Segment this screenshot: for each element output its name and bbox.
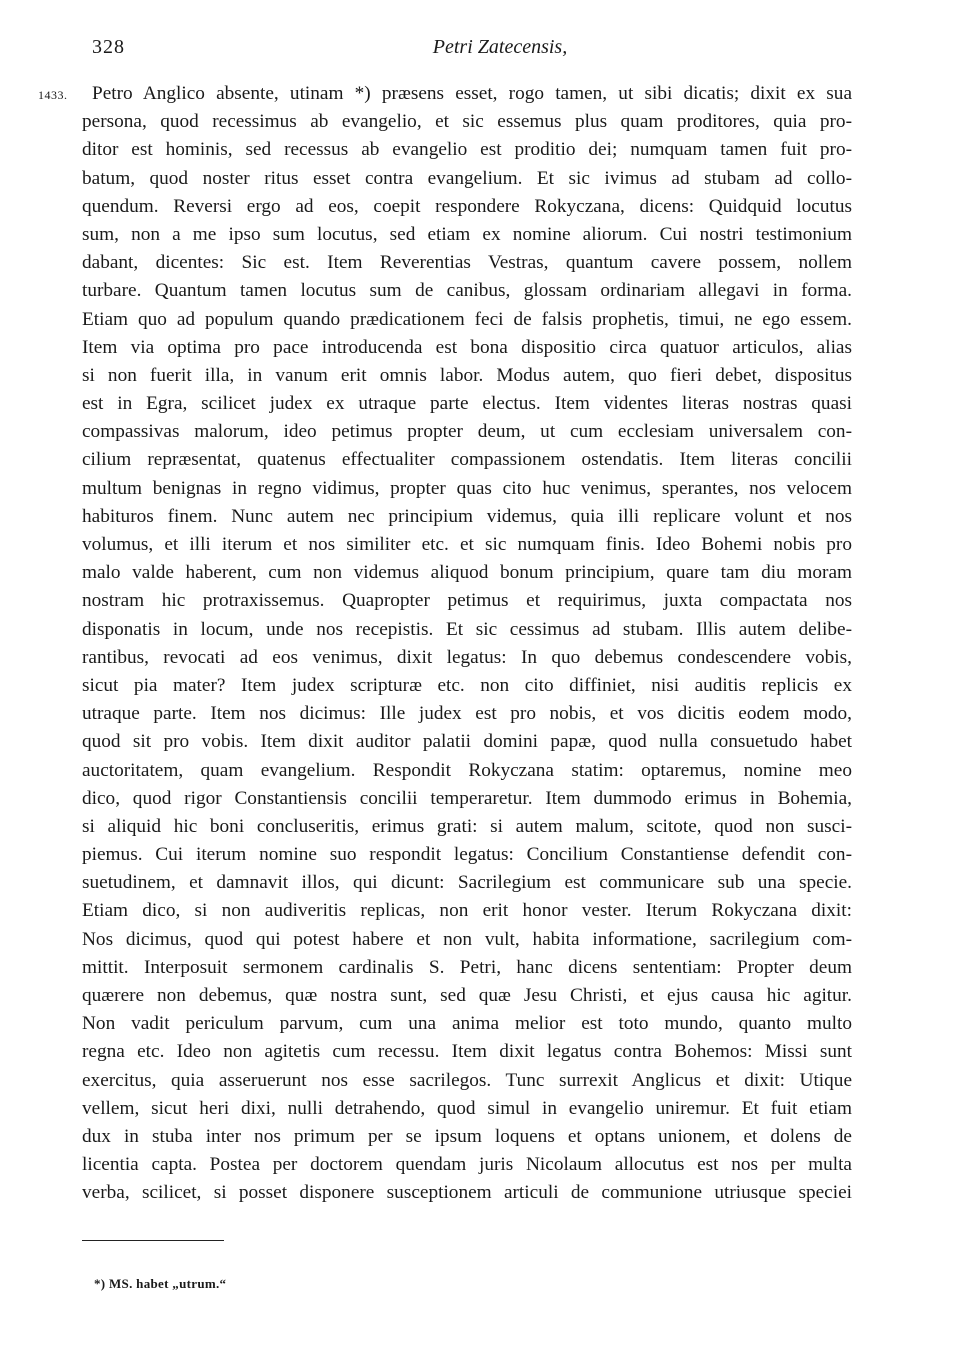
text-line: volumus, et illi iterum et nos similiter etc. et sic numquam finis. Ideo Bohemi nobis pro xyxy=(82,534,852,555)
text-line: suetudinem, et damnavit illos, qui dicunt: Sacrilegium est communicare sub una specie. xyxy=(82,872,852,894)
text-line: si aliquid hic boni concluseritis, erimus grati: si autem malum, scitote, quod non susci- xyxy=(82,815,852,837)
running-title: Petri Zatecensis, xyxy=(432,36,568,58)
text-line: Etiam dico, si non audiveritis replicas, non erit honor vester. Iterum Rokyczana dixit: xyxy=(82,900,852,922)
text-line: Non vadit periculum parvum, cum una anima melior est toto mundo, quanto multo xyxy=(82,1013,852,1035)
text-line: utraque parte. Item nos dicimus: Ille judex est pro nobis, et vos dicitis eodem modo, xyxy=(82,703,852,725)
text-line: auctoritatem, quam evangelium. Respondit Rokyczana statim: optaremus, nomine meo xyxy=(82,759,852,781)
text-line: turbare. Quantum tamen locutus sum de canibus, glossam ordinariam allegavi in forma. xyxy=(82,280,852,302)
text-line: habituros finem. Nunc autem nec principium videmus, quia illi replicare volunt et nos xyxy=(82,505,852,527)
text-line: verba, scilicet, si posset disponere susceptionem articuli de communione utriusque speciei xyxy=(82,1182,852,1204)
text-line: persona, quod recessimus ab evangelio, et sic essemus plus quam proditores, quia pro- xyxy=(82,111,852,133)
text-line: mittit. Interposuit sermonem cardinalis S. Petri, hanc dicens sententiam: Propter deum xyxy=(82,956,852,978)
text-line: rantibus, revocati ad eos venimus, dixit legatus: In quo debemus condescendere vobis, xyxy=(82,646,852,668)
text-line: est in Egra, scilicet judex ex utraque parte electus. Item videntes literas nostras quasi xyxy=(82,393,852,415)
text-line: Nos dicimus, quod qui potest habere et non vult, habita informatione, sacrilegium com- xyxy=(82,928,852,950)
text-line: compassivas malorum, ideo petimus propter deum, ut cum ecclesiam universalem con- xyxy=(82,421,852,443)
text-line: vellem, sicut heri dixi, nulli detrahendo, quod simul in evangelio uniremur. Et fuit etiam xyxy=(82,1097,852,1119)
page-number: 328 xyxy=(92,36,125,58)
text-line: exercitus, quia asseruerunt nos esse sacrilegos. Tunc surrexit Anglicus et dixit: Utique xyxy=(82,1069,852,1091)
footnote: *) MS. habet „utrum.“ xyxy=(94,1276,227,1291)
text-line: sum, non a me ipso sum locutus, sed etiam ex nomine aliorum. Cui nostri testimonium xyxy=(82,223,852,245)
text-line: batum, quod noster ritus esset contra evangelium. Et sic ivimus ad stubam ad collo- xyxy=(82,167,852,189)
text-line: quod sit pro vobis. Item dixit auditor palatii domini papæ, quod nulla consuetudo habet xyxy=(82,731,852,753)
text-line: dico, quod rigor Constantiensis concilii temperaretur. Item dummodo erimus in Bohemia, xyxy=(82,787,852,809)
text-line: Etiam quo ad populum quando prædicationem feci de falsis prophetis, timui, ne ego essem. xyxy=(82,308,852,330)
footnote-divider xyxy=(82,1240,224,1241)
text-line: licentia capta. Postea per doctorem quendam juris Nicolaum allocutus est nos per multa xyxy=(82,1154,852,1176)
text-line: disponatis in locum, unde nos recepistis. Et sic cessimus ad stubam. Illis autem delibe- xyxy=(82,618,852,640)
text-line: si non fuerit illa, in vanum erit omnis labor. Modus autem, quo fieri debet, dispositus xyxy=(82,364,852,386)
text-line: dux in stuba inter nos primum per se ipsum loquens et optans unionem, et dolens de xyxy=(82,1125,852,1147)
text-line: piemus. Cui iterum nomine suo respondit legatus: Concilium Constantiense defendit con- xyxy=(82,844,852,866)
text-line: cilium repræsentat, quatenus effectualiter compassionem ostendatis. Item literas concilii xyxy=(82,449,852,471)
text-line: Petro Anglico absente, utinam *) præsens esset, rogo tamen, ut sibi dicatis; dixit ex sua xyxy=(92,83,852,104)
text-line: ditor est hominis, sed recessus ab evangelio est proditio dei; numquam tamen fuit pro- xyxy=(82,139,852,161)
text-line: regna etc. Ideo non agitetis cum recessu. Item dixit legatus contra Bohemos: Missi sunt xyxy=(82,1041,852,1063)
text-line: malo valde haberent, cum non videmus aliquod bonum principium, quare tam diu moram xyxy=(82,562,852,584)
body-text xyxy=(82,80,852,1208)
text-line: nostram hic protraxissemus. Quapropter petimus et requirimus, juxta compactata nos xyxy=(82,590,852,612)
margin-year: 1433. xyxy=(38,88,68,102)
text-line: dabant, dicentes: Sic est. Item Reverentias Vestras, quantum cavere possem, nollem xyxy=(82,252,852,274)
text-line: quendum. Reversi ergo ad eos, coepit respondere Rokyczana, dicens: Quidquid locutus xyxy=(82,195,852,217)
text-line: quærere non debemus, quæ nostra sunt, sed quæ Jesu Christi, et ejus causa hic agitur. xyxy=(82,985,852,1006)
text-line: multum benignas in regno vidimus, propter quas cito huc venimus, sperantes, nos velocem xyxy=(82,477,852,499)
text-line: Item via optima pro pace introducenda est bona dispositio circa quatuor articulos, alias xyxy=(82,336,852,358)
text-line: sicut pia mater? Item judex scripturæ etc. non cito diffiniet, nisi auditis replicis ex xyxy=(82,674,852,696)
